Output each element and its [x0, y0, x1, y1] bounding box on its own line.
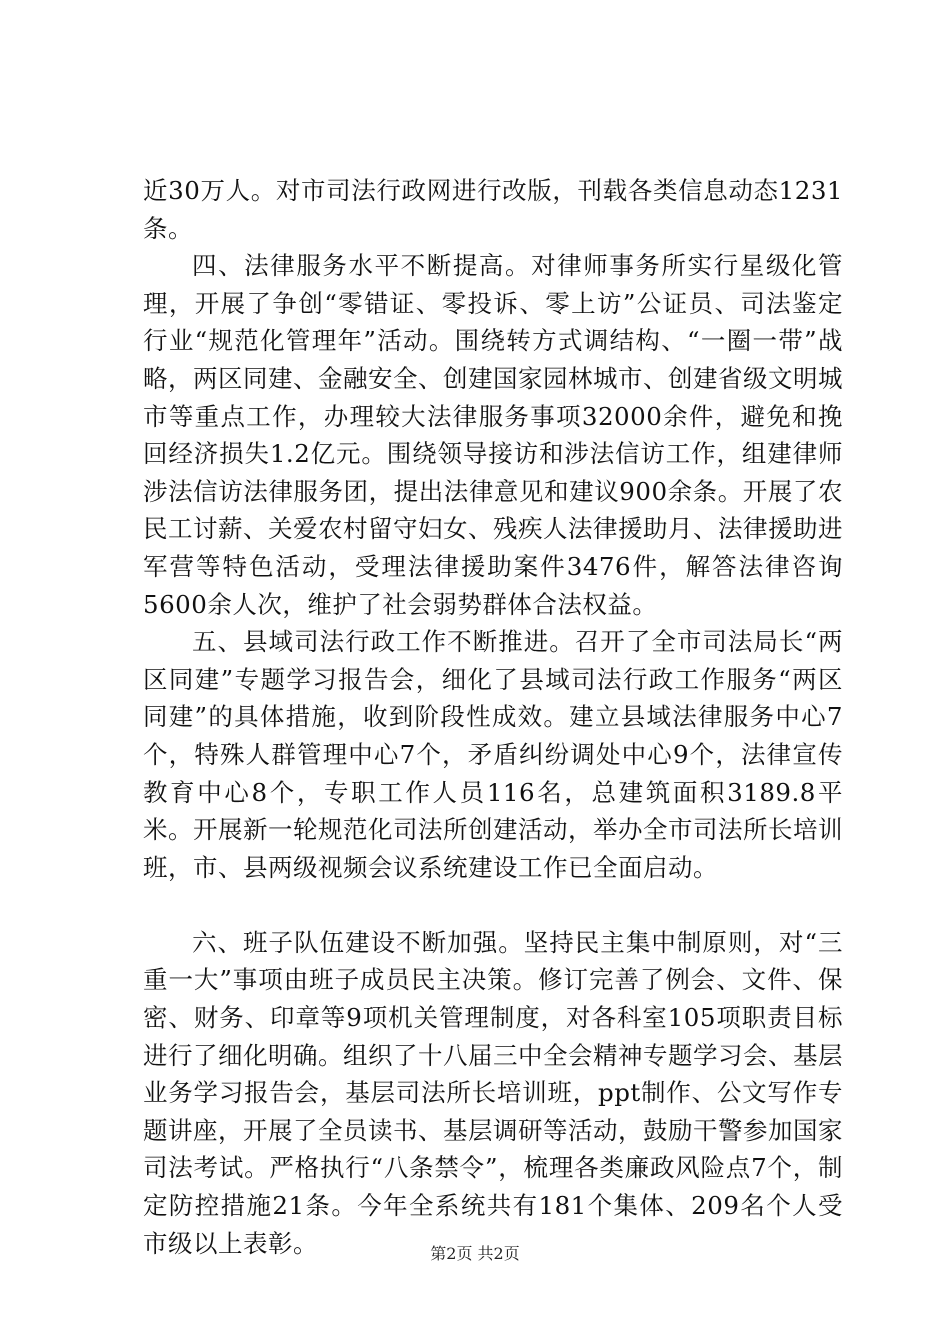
paragraph-continuation: 近30万人。对市司法行政网进行改版，刊载各类信息动态1231条。 — [143, 176, 843, 243]
paragraph-legal-services: 四、法律服务水平不断提高。对律师事务所实行星级化管理，开展了争创“零错证、零投诉、零上访”公证员、司法鉴定行业“规范化管理年”活动。围绕转方式调结构、“一圈一带”战略，两区同建、金融安全、创建国家园林城市、创建省级文明城市等重点工作，办理较大法律服务事项32000余件，避免和挽回经济损失1.2亿元。围绕领导接访和涉法信访工作，组建律师涉法信访法律服务团，提出法律意见和建议900余条。开展了农民工讨薪、关爱农村留守妇女、残疾人法律援助月、法律援助进军营等特色活动，受理法律援助案件3476件，解答法律咨询5600余人次，维护了社会弱势群体合法权益。 — [143, 251, 843, 619]
paragraph-team-building: 六、班子队伍建设不断加强。坚持民主集中制原则，对“三重一大”事项由班子成员民主决策。修订完善了例会、文件、保密、财务、印章等9项机关管理制度，对各科室105项职责目标进行了细化明确。组织了十八届三中全会精神专题学习会、基层业务学习报告会，基层司法所长培训班，ppt制作、公文写作专题讲座，开展了全员读书、基层调研等活动，鼓励干警参加国家司法考试。严格执行“八条禁令”，梳理各类廉政风险点7个，制定防控措施21条。今年全系统共有181个集体、209名个人受市级以上表彰。 — [143, 927, 843, 1258]
document-body — [143, 172, 843, 1262]
page-number-footer: 第2页 共2页 — [430, 1244, 520, 1263]
paragraph-county-judicial: 五、县域司法行政工作不断推进。召开了全市司法局长“两区同建”专题学习报告会，细化了县域司法行政工作服务“两区同建”的具体措施，收到阶段性成效。建立县域法律服务中心7个，特殊人群管理中心7个，矛盾纠纷调处中心9个，法律宣传教育中心8个，专职工作人员116名，总建筑面积3189.8平米。开展新一轮规范化司法所创建活动，举办全市司法所长培训班，市、县两级视频会议系统建设工作已全面启动。 — [143, 627, 843, 882]
